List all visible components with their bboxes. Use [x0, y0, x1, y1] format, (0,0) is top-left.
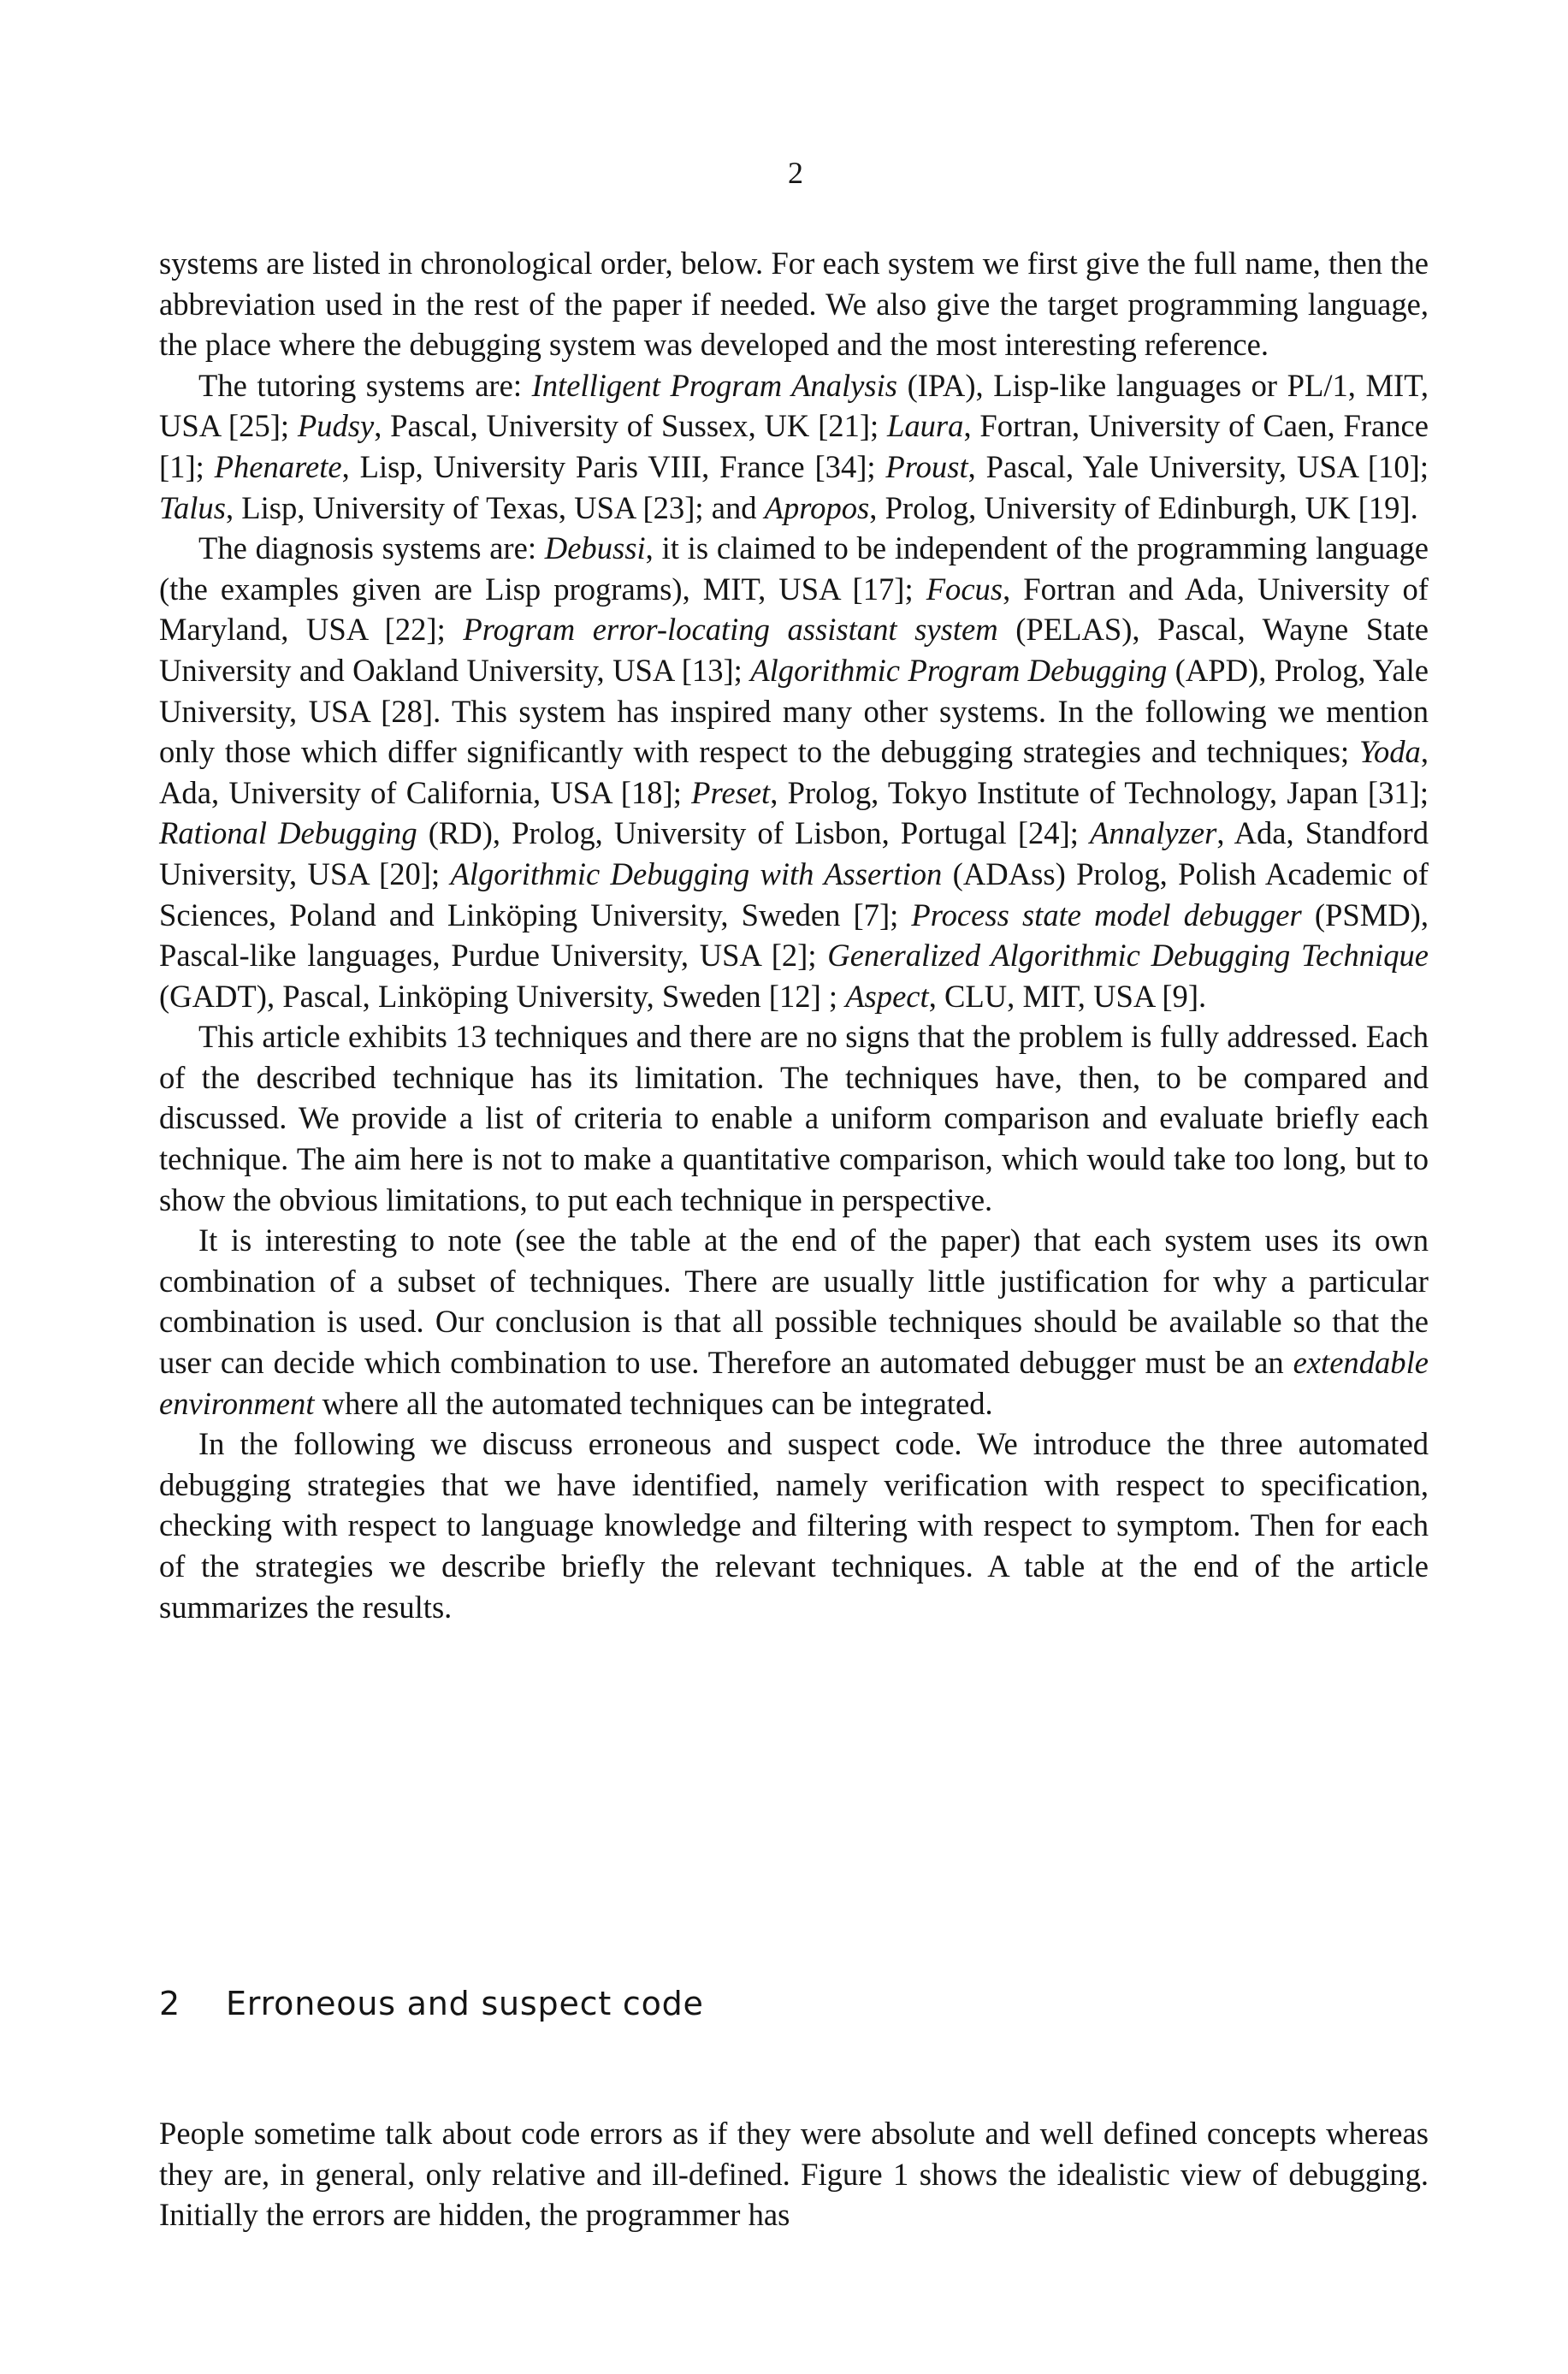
system-detail-gadt: (GADT), Pascal, Linköping University, Sweden [12] ; — [159, 978, 846, 1014]
tutoring-systems-paragraph — [159, 365, 1429, 528]
system-detail-apd: (APD), Prolog, Yale University, USA [28]. This system has inspired many other systems. In the following we mention only those which differ significantly with respect to the debugging strategies and techniques; — [159, 652, 1429, 770]
section-number: 2 — [159, 1985, 180, 2022]
system-detail-preset: , Prolog, Tokyo Institute of Technology, Japan [31]; — [770, 774, 1429, 810]
system-detail-debussi: , it is claimed to be independent of the programming language (the examples given are Lisp programs), MIT, USA [17]; — [159, 530, 1429, 607]
system-name-rd: Rational Debugging — [159, 815, 417, 851]
system-detail-yoda: , Ada, University of California, USA [18]; — [159, 734, 1429, 810]
system-detail-pudsy: , Pascal, University of Sussex, UK [21]; — [374, 408, 887, 444]
system-name-aspect: Aspect — [845, 978, 929, 1014]
system-name-phenarete: Phenarete — [214, 448, 342, 484]
system-name-apd: Algorithmic Program Debugging — [750, 652, 1168, 688]
system-detail-phenarete: , Lisp, University Paris VIII, France [34]; — [341, 448, 886, 484]
system-name-debussi: Debussi — [544, 530, 646, 566]
section-title: Erroneous and suspect code — [226, 1985, 704, 2022]
system-name-adass: Algorithmic Debugging with Assertion — [450, 855, 943, 891]
section-paragraph: People sometime talk about code errors as if they were absolute and well defined concepts whereas they are, in general, only relative and ill-defined. Figure 1 shows the idealistic view of debugging. Initially the errors are hidden, the programmer has — [159, 2116, 1429, 2233]
system-detail-pelas: (PELAS), Pascal, Wayne State University and Oakland University, USA [13]; — [159, 612, 1429, 688]
diagnosis-lead: The diagnosis systems are: — [198, 530, 545, 566]
system-name-apropos: Apropos — [764, 489, 870, 525]
techniques-paragraph: This article exhibits 13 techniques and there are no signs that the problem is fully addressed. Each of the described technique has its limitation. The techniques have, then, to be compared and discussed. We provide a list of criteria to enable a uniform comparison and evaluate briefly each technique. The aim here is not to make a quantitative comparison, which would take too long, but to show the obvious limitations, to put each technique in perspective. — [159, 1019, 1429, 1217]
intro-paragraph: systems are listed in chronological order, below. For each system we first give the full name, then the abbreviation used in the rest of the paper if needed. We also give the target programming language, the place where the debugging system was developed and the most interesting reference. — [159, 246, 1429, 363]
system-name-analyzer: Annalyzer — [1090, 815, 1217, 851]
system-name-gadt: Generalized Algorithmic Debugging Technique — [827, 938, 1429, 974]
system-name-proust: Proust — [885, 448, 968, 484]
system-name-talus: Talus — [159, 489, 226, 525]
combination-emphasis: extendable environment — [159, 1345, 1429, 1421]
system-name-pudsy: Pudsy — [297, 408, 375, 444]
system-name-ipa: Intelligent Program Analysis — [531, 367, 898, 403]
tutoring-lead: The tutoring systems are: — [198, 367, 532, 403]
system-name-focus: Focus — [926, 571, 1003, 607]
system-name-laura: Laura — [886, 408, 964, 444]
system-detail-psmd: (PSMD), Pascal-like languages, Purdue University, USA [2]; — [159, 897, 1429, 974]
combination-paragraph — [159, 1220, 1429, 1424]
combination-text-before: It is interesting to note (see the table at the end of the paper) that each system uses its own combination of a subset of techniques. There are usually little justification for why a particular combination is used. Our conclusion is that all possible techniques should be available so that the user can decide which combination to use. Therefore an automated debugger must be an — [159, 1223, 1429, 1381]
system-name-psmd: Process state model debugger — [911, 897, 1302, 932]
body-text — [159, 243, 1429, 1627]
outline-paragraph: In the following we discuss erroneous and suspect code. We introduce the three automated debugging strategies that we have identified, namely verification with respect to specification, checking with respect to language knowledge and filtering with respect to symptom. Then for each of the strategies we describe briefly the relevant techniques. A table at the end of the article summarizes the results. — [159, 1426, 1429, 1625]
page-number: 2 — [788, 156, 803, 190]
system-detail-laura: , Fortran, University of Caen, France [1]; — [159, 408, 1429, 484]
system-detail-rd: (RD), Prolog, University of Lisbon, Portugal [24]; — [417, 815, 1091, 851]
system-detail-aspect: , CLU, MIT, USA [9]. — [928, 978, 1207, 1014]
system-name-yoda: Yoda — [1358, 734, 1421, 770]
system-detail-ipa: (IPA), Lisp-like languages or PL/1, MIT, USA [25]; — [159, 367, 1429, 444]
diagnosis-systems-paragraph — [159, 528, 1429, 1016]
system-detail-analyzer: , Ada, Standford University, USA [20]; — [159, 815, 1429, 891]
system-detail-proust: , Pascal, Yale University, USA [10]; — [967, 448, 1429, 484]
section-heading — [159, 1983, 1429, 2024]
system-detail-apropos: , Prolog, University of Edinburgh, UK [19]. — [869, 489, 1418, 525]
combination-text-after: where all the automated techniques can be integrated. — [314, 1385, 993, 1421]
system-name-preset: Preset — [691, 774, 771, 810]
system-name-pelas: Program error-locating assistant system — [463, 612, 998, 648]
system-detail-adass: (ADAss) Prolog, Polish Academic of Sciences, Poland and Linköping University, Sweden [7]; — [159, 855, 1429, 932]
system-detail-talus: , Lisp, University of Texas, USA [23]; and — [225, 489, 765, 525]
system-detail-focus: , Fortran and Ada, University of Maryland, USA [22]; — [159, 571, 1429, 648]
